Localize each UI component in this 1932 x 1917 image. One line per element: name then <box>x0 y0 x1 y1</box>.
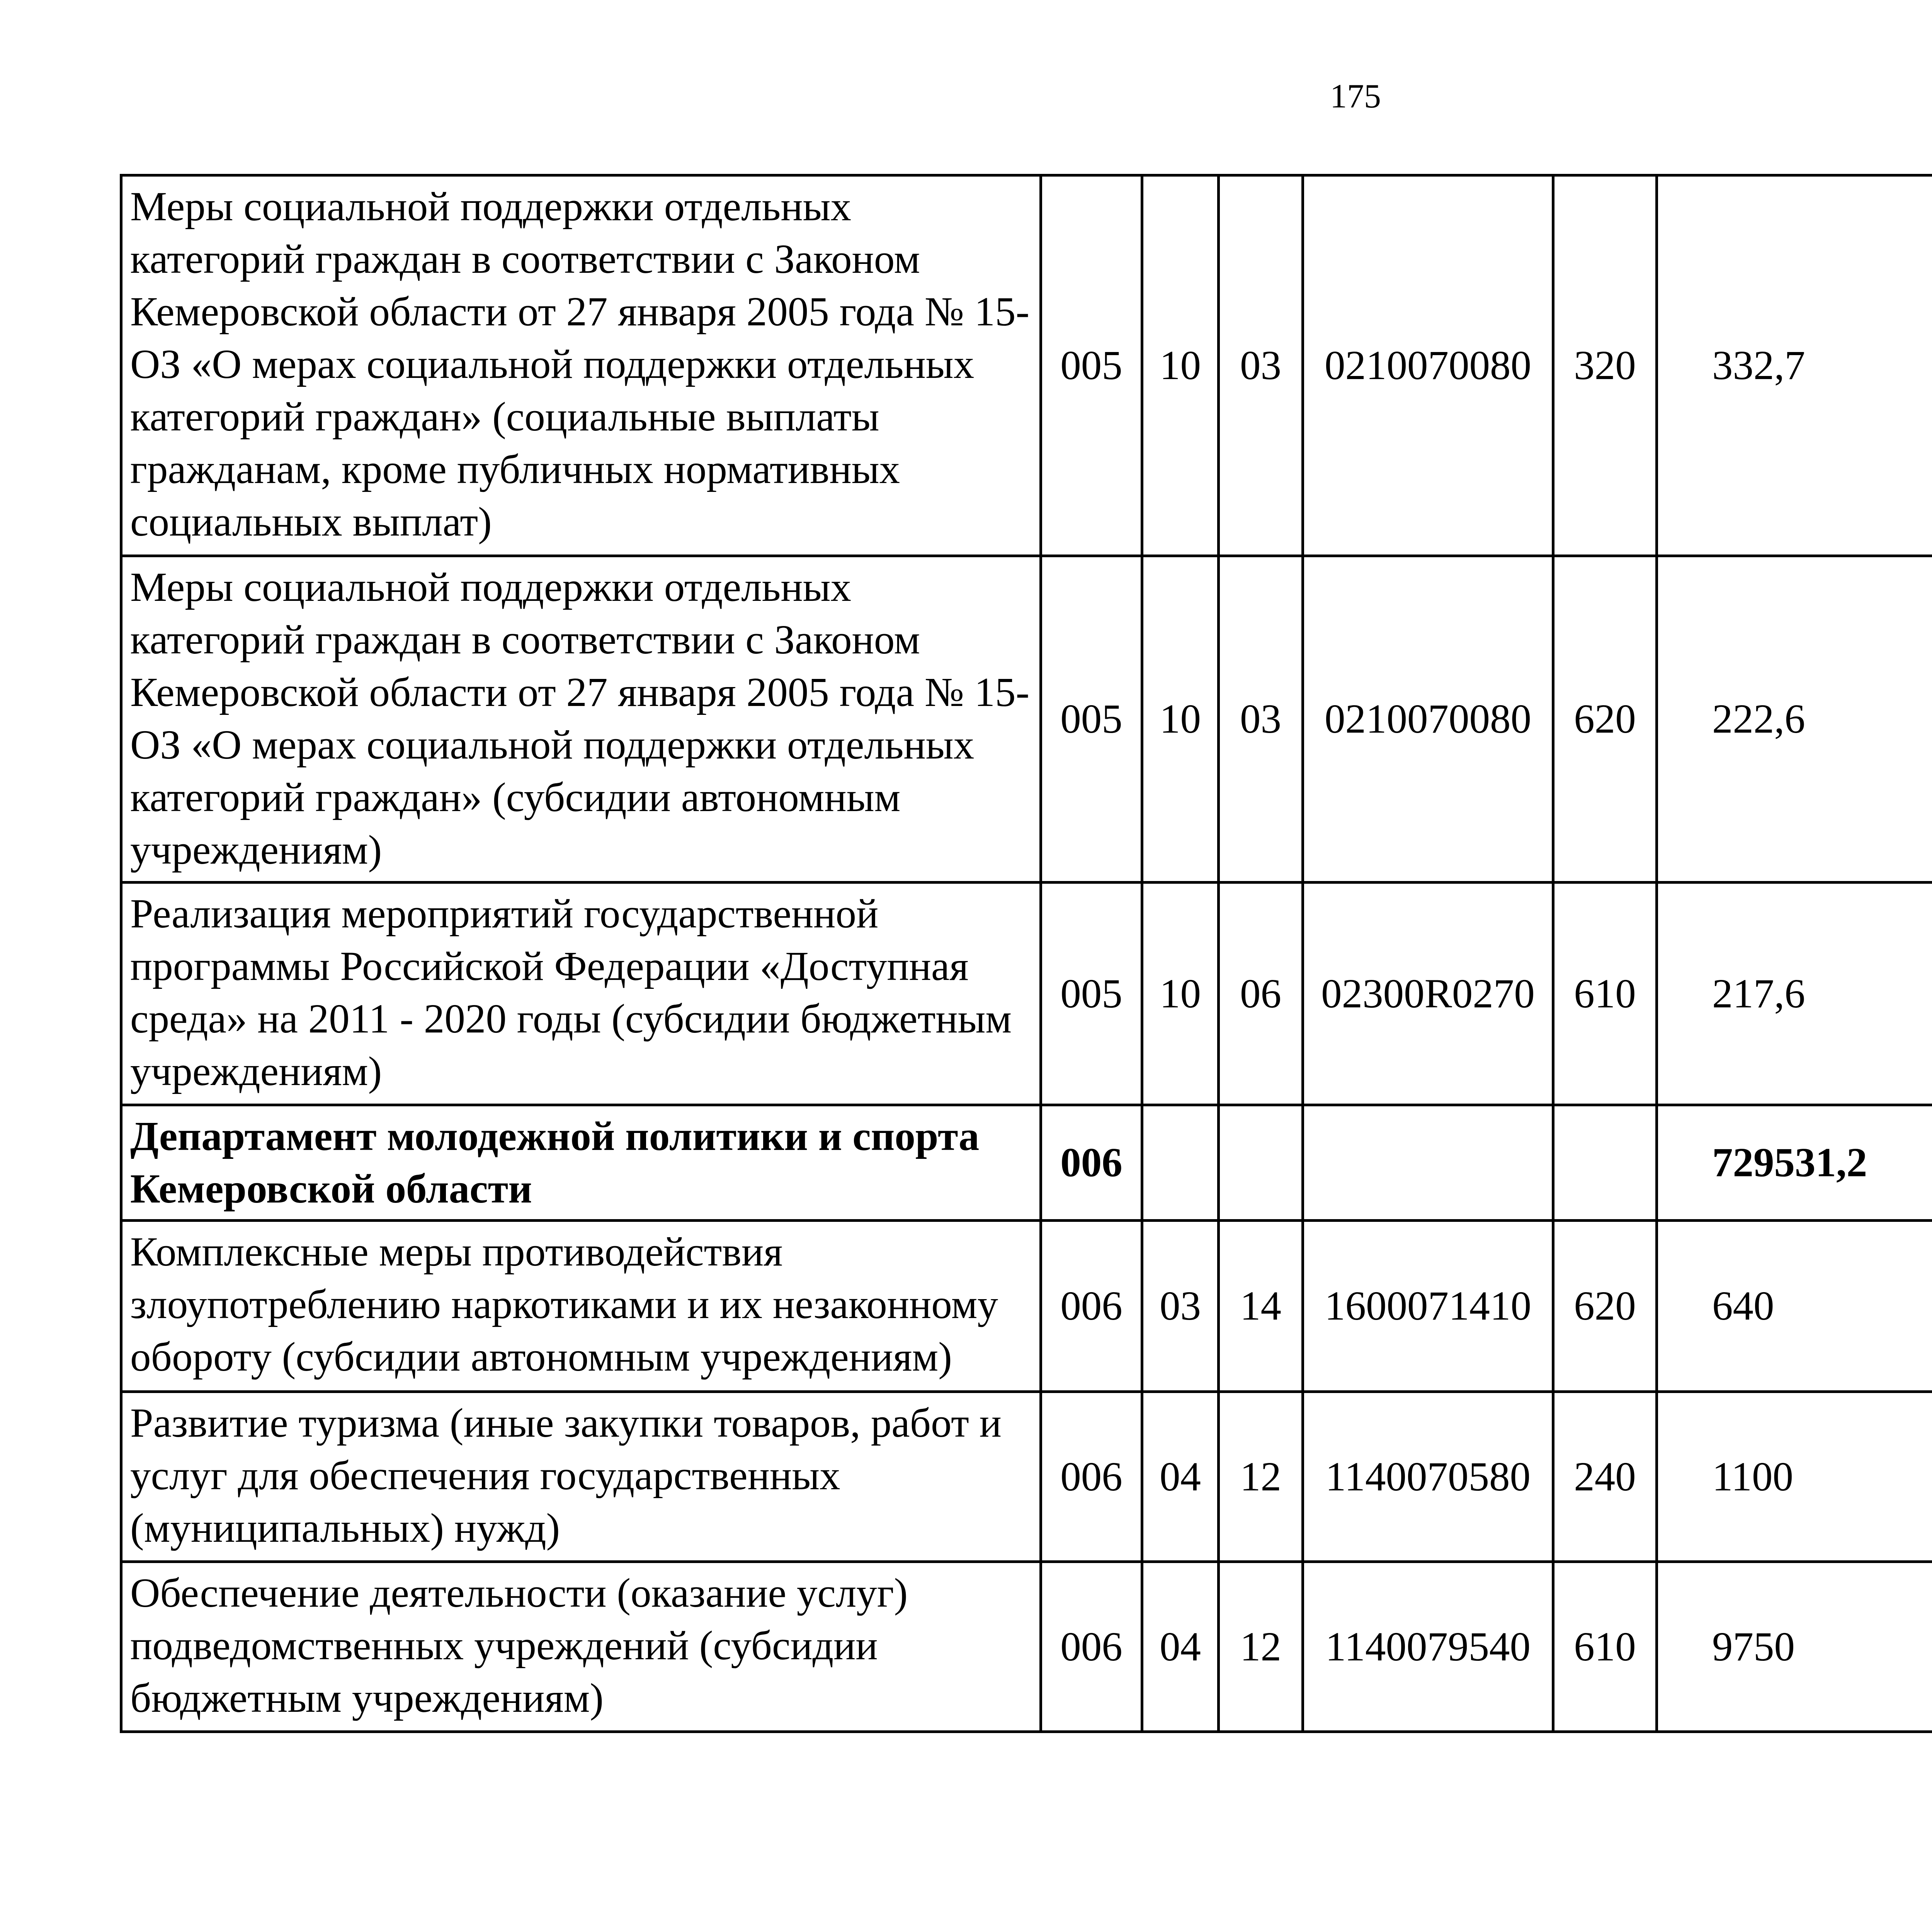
target-article-code: 0210070080 <box>1303 556 1553 883</box>
table-row <box>121 1221 1932 1392</box>
row-description: Меры социальной поддержки отдельных категорий граждан в соответствии с Законом Кемеровской области от 27 января 2005 года № 15-ОЗ «О мерах социальной поддержки отдельных категорий граждан» (субсидии автономным учреждениям) <box>121 556 1041 883</box>
section-code: 03 <box>1142 1221 1219 1392</box>
section-code: 10 <box>1142 175 1219 556</box>
row-description: Развитие туризма (иные закупки товаров, работ и услуг для обеспечения государственных (муниципальных) нужд) <box>121 1392 1041 1562</box>
expense-type-code: 320 <box>1553 175 1657 556</box>
subsection-code: 14 <box>1219 1221 1303 1392</box>
section-code: 10 <box>1142 556 1219 883</box>
amount-year-1: 1100 <box>1657 1392 1932 1562</box>
target-article-code: 1600071410 <box>1303 1221 1553 1392</box>
department-code: 005 <box>1041 883 1142 1105</box>
section-code: 04 <box>1142 1392 1219 1562</box>
budget-table <box>120 174 1932 1733</box>
table-row <box>121 556 1932 883</box>
row-description: Комплексные меры противодействия злоупотреблению наркотиками и их незаконному обороту (субсидии автономным учреждениям) <box>121 1221 1041 1392</box>
row-description: Обеспечение деятельности (оказание услуг) подведомственных учреждений (субсидии бюджетным учреждениям) <box>121 1562 1041 1732</box>
subsection-code: 12 <box>1219 1562 1303 1732</box>
amount-year-1: 640 <box>1657 1221 1932 1392</box>
target-article-code: 02300R0270 <box>1303 883 1553 1105</box>
subsection-code: 12 <box>1219 1392 1303 1562</box>
subsection-code: 03 <box>1219 175 1303 556</box>
expense-type-code: 240 <box>1553 1392 1657 1562</box>
target-article-code: 0210070080 <box>1303 175 1553 556</box>
section-code <box>1142 1105 1219 1221</box>
expense-type-code: 620 <box>1553 1221 1657 1392</box>
subsection-code: 03 <box>1219 556 1303 883</box>
amount-year-1: 217,6 <box>1657 883 1932 1105</box>
target-article-code <box>1303 1105 1553 1221</box>
expense-type-code <box>1553 1105 1657 1221</box>
table-row <box>121 883 1932 1105</box>
table-row <box>121 1392 1932 1562</box>
department-code: 005 <box>1041 556 1142 883</box>
target-article-code: 1140070580 <box>1303 1392 1553 1562</box>
row-description: Реализация мероприятий государственной программы Российской Федерации «Доступная среда» на 2011 - 2020 годы (субсидии бюджетным учреждениям) <box>121 883 1041 1105</box>
amount-year-1: 222,6 <box>1657 556 1932 883</box>
department-code: 006 <box>1041 1562 1142 1732</box>
expense-type-code: 610 <box>1553 1562 1657 1732</box>
department-heading: Департамент молодежной политики и спорта Кемеровской области <box>121 1105 1041 1221</box>
expense-type-code: 620 <box>1553 556 1657 883</box>
amount-year-1: 729531,2 <box>1657 1105 1932 1221</box>
target-article-code: 1140079540 <box>1303 1562 1553 1732</box>
table-row <box>121 1105 1932 1221</box>
department-code: 006 <box>1041 1105 1142 1221</box>
subsection-code <box>1219 1105 1303 1221</box>
section-code: 04 <box>1142 1562 1219 1732</box>
section-code: 10 <box>1142 883 1219 1105</box>
table-row <box>121 1562 1932 1732</box>
department-code: 006 <box>1041 1221 1142 1392</box>
department-code: 006 <box>1041 1392 1142 1562</box>
expense-type-code: 610 <box>1553 883 1657 1105</box>
department-code: 005 <box>1041 175 1142 556</box>
amount-year-1: 9750 <box>1657 1562 1932 1732</box>
row-description: Меры социальной поддержки отдельных категорий граждан в соответствии с Законом Кемеровской области от 27 января 2005 года № 15-ОЗ «О мерах социальной поддержки отдельных категорий граждан» (социальные выплаты гражданам, кроме публичных нормативных социальных выплат) <box>121 175 1041 556</box>
table-row <box>121 175 1932 556</box>
subsection-code: 06 <box>1219 883 1303 1105</box>
page-number: 175 <box>1330 78 1381 115</box>
amount-year-1: 332,7 <box>1657 175 1932 556</box>
